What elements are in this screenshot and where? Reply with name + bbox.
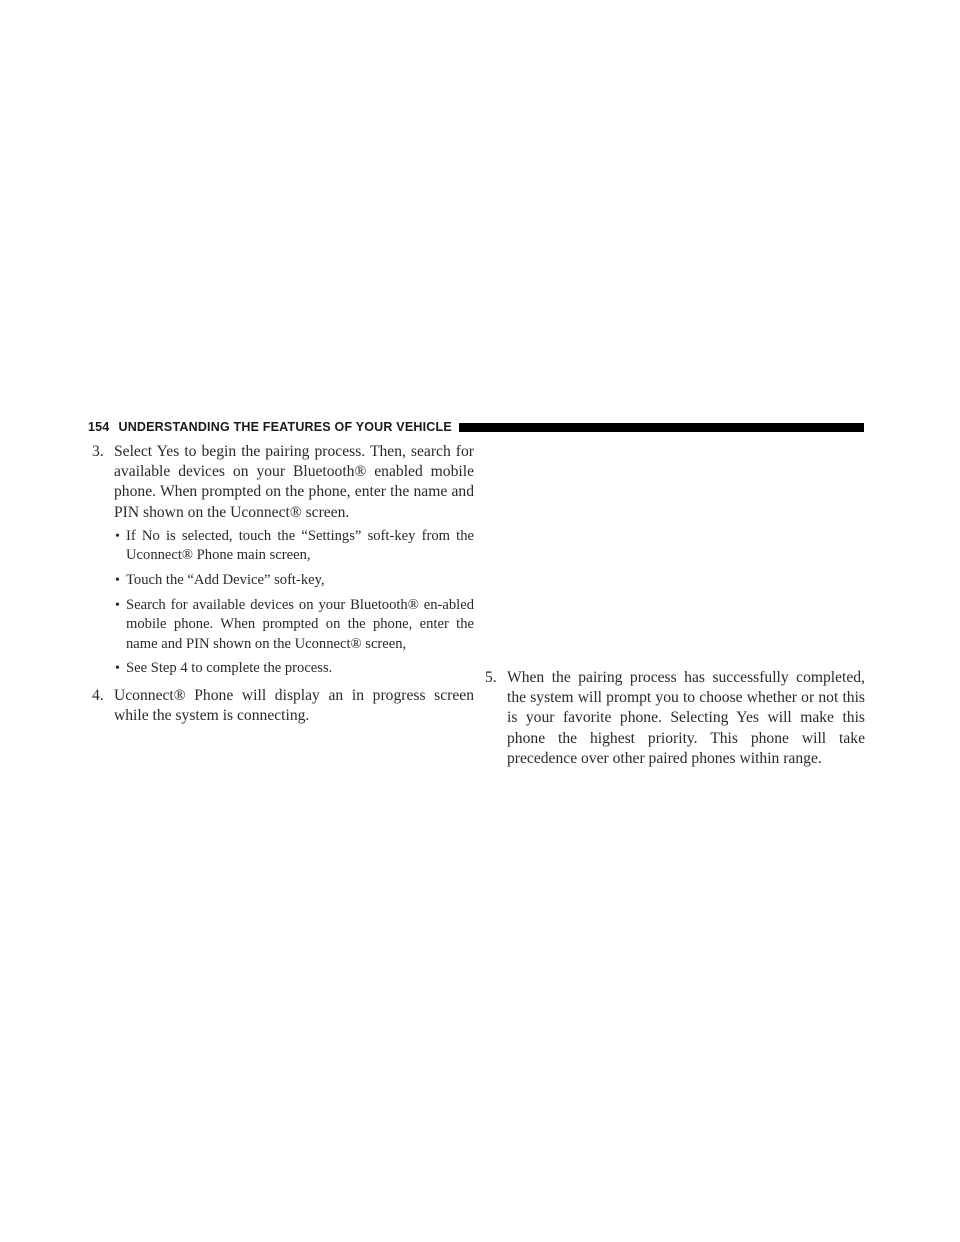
bullet-icon: • [115, 528, 120, 544]
bullet-text: Touch the “Add Device” soft-key, [126, 572, 325, 588]
step-text: When the pairing process has successfully completed, the system will prompt you to choose whether or not this is your favorite phone. Selecting Yes will make this phone the highest priority. This phone will take precedence over other paired phones within range. [507, 669, 865, 767]
step-3 [92, 442, 474, 679]
bullet-icon: • [115, 661, 120, 677]
bullet-icon: • [115, 597, 120, 613]
step-4 [92, 686, 474, 726]
step-text: Uconnect® Phone will display an in progress screen while the system is connecting. [114, 686, 474, 725]
step-number: 4. [92, 686, 104, 704]
bullet-text: Search for available devices on your Bluetooth® en-abled mobile phone. When prompted on the phone, enter the name and PIN shown on the Uconnect® screen, [126, 596, 474, 652]
bullet-icon: • [115, 573, 120, 588]
bullet-item [114, 659, 474, 679]
right-column [485, 668, 865, 769]
step-3-bullet-list [114, 527, 474, 679]
bullet-text: See Step 4 to complete the process. [126, 660, 333, 677]
step-5 [485, 668, 865, 769]
step-number: 5. [485, 669, 497, 686]
step-text: Select Yes to begin the pairing process. Then, search for available devices on your Bluetooth® enabled mobile phone. When prompted on the phone, enter the name and PIN shown on the Uconnect® screen. [114, 443, 474, 521]
header-rule [459, 423, 864, 432]
bullet-item [114, 596, 474, 655]
bullet-item [114, 527, 474, 566]
section-title: UNDERSTANDING THE FEATURES OF YOUR VEHICLE [118, 420, 452, 434]
left-column [92, 442, 474, 726]
bullet-text: If No is selected, touch the “Settings” soft-key from the Uconnect® Phone main screen, [126, 527, 474, 564]
page-number: 154 [88, 420, 110, 434]
bullet-item [114, 571, 474, 591]
page-header [88, 418, 864, 436]
step-number: 3. [92, 443, 104, 460]
